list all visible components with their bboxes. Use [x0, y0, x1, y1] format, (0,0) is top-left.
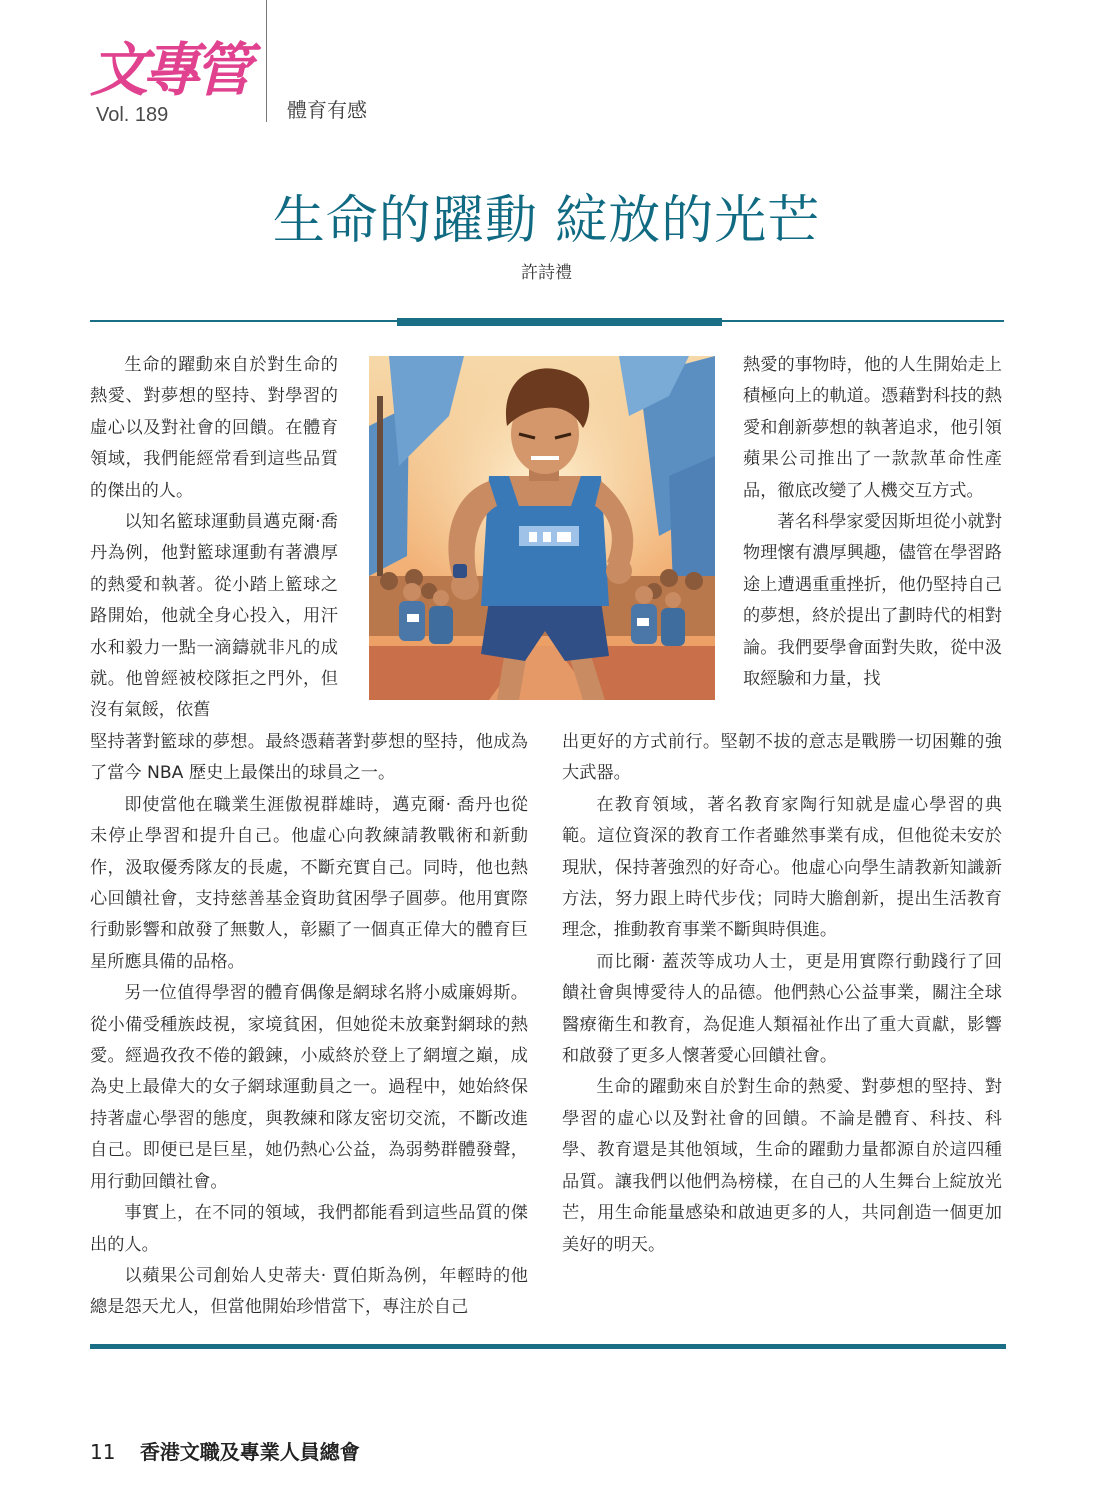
title-rule-accent: [397, 318, 722, 326]
article-title: 生命的躍動 綻放的光芒: [272, 191, 821, 251]
right-column-top: [743, 350, 1002, 695]
paragraph: 另一位值得學習的體育偶像是網球名將小威廉姆斯。從小備受種族歧視，家境貧困，但她從未放棄對網球的熱愛。經過孜孜不倦的鍛鍊，小威終於登上了網壇之巔，成為史上最偉大的女子網球運動員之一。過程中，她始終保持著虛心學習的態度，與教練和隊友密切交流，不斷改進自己。即便已是巨星，她仍熱心公益，為弱勢群體發聲，用行動回饋社會。: [90, 983, 528, 1192]
paragraph: 以蘋果公司創始人史蒂夫· 賈伯斯為例，年輕時的他總是怨天尤人，但當他開始珍惜當下，專注於自己: [90, 1265, 528, 1318]
paragraph: 事實上，在不同的領域，我們都能看到這些品質的傑出的人。: [90, 1203, 528, 1255]
right-column-bottom: [562, 727, 1002, 1261]
paragraph: 在教育領域，著名教育家陶行知就是虛心學習的典範。這位資深的教育工作者雖然事業有成，但他從未安於現狀，保持著強烈的好奇心。他虛心向學生請教新知識新方法，努力跟上時代步伐；同時大膽創新，提出生活教育理念，推動教育事業不斷與時俱進。: [562, 794, 1002, 941]
magazine-logo: [90, 30, 260, 130]
volume-number: Vol. 189: [96, 104, 169, 126]
article-author: 許詩禮: [521, 263, 572, 283]
header-divider: [266, 0, 267, 122]
paragraph: 熱愛的事物時，他的人生開始走上積極向上的軌道。憑藉對科技的熱愛和創新夢想的執著追求，他引領蘋果公司推出了一款款革命性產品，徹底改變了人機交互方式。: [743, 355, 1002, 501]
section-label: 體育有感: [287, 98, 367, 122]
organization-name: 香港文職及專業人員總會: [139, 1440, 360, 1464]
paragraph: 著名科學家愛因斯坦從小就對物理懷有濃厚興趣，儘管在學習路途上遭遇重重挫折，他仍堅持自己的夢想，終於提出了劃時代的相對論。我們要學會面對失敗，從中汲取經驗和力量，找: [743, 512, 1002, 690]
paragraph: 生命的躍動來自於對生命的熱愛、對夢想的堅持、對學習的虛心以及對社會的回饋。在體育領域，我們能經常看到這些品質的傑出的人。: [90, 355, 338, 501]
paragraph: 以知名籃球運動員邁克爾·喬丹為例，他對籃球運動有著濃厚的熱愛和執著。從小踏上籃球之路開始，他就全身心投入，用汗水和毅力一點一滴鑄就非凡的成就。他曾經被校隊拒之門外，但沒有氣餒，依舊: [90, 512, 338, 721]
left-column-bottom: [90, 727, 528, 1324]
paragraph: 即使當他在職業生涯傲視群雄時，邁克爾· 喬丹也從未停止學習和提升自己。他虛心向教練請教戰術和新動作，汲取優秀隊友的長處，不斷充實自己。同時，他也熱心回饋社會，支持慈善基金資助貧困學子圓夢。他用實際行動影響和啟發了無數人，彰顯了一個真正偉大的體育巨星所應具備的品格。: [90, 794, 528, 972]
paragraph: 堅持著對籃球的夢想。最終憑藉著對夢想的堅持，他成為了當今 NBA 歷史上最傑出的球員之一。: [90, 732, 528, 784]
runner-illustration: [369, 356, 715, 700]
paragraph: 生命的躍動來自於對生命的熱愛、對夢想的堅持、對學習的虛心以及對社會的回饋。不論是體育、科技、科學、教育還是其他領域，生命的躍動力量都源自於這四種品質。讓我們以他們為榜樣，在自己的人生舞台上綻放光芒，用生命能量感染和啟迪更多的人，共同創造一個更加美好的明天。: [562, 1077, 1002, 1255]
left-column-top: [90, 350, 338, 727]
paragraph: 而比爾· 蓋茨等成功人士，更是用實際行動踐行了回饋社會與博愛待人的品德。他們熱心公益事業，關注全球醫療衛生和教育，為促進人類福祉作出了重大貢獻，影響和啟發了更多人懷著愛心回饋社會。: [562, 951, 1002, 1067]
paragraph: 出更好的方式前行。堅韌不拔的意志是戰勝一切困難的強大武器。: [562, 732, 1002, 784]
page-footer: [90, 1436, 360, 1465]
bottom-rule: [90, 1344, 1006, 1349]
page-number: 11: [90, 1440, 116, 1464]
logo-calligraphy: 文專管: [90, 36, 247, 104]
